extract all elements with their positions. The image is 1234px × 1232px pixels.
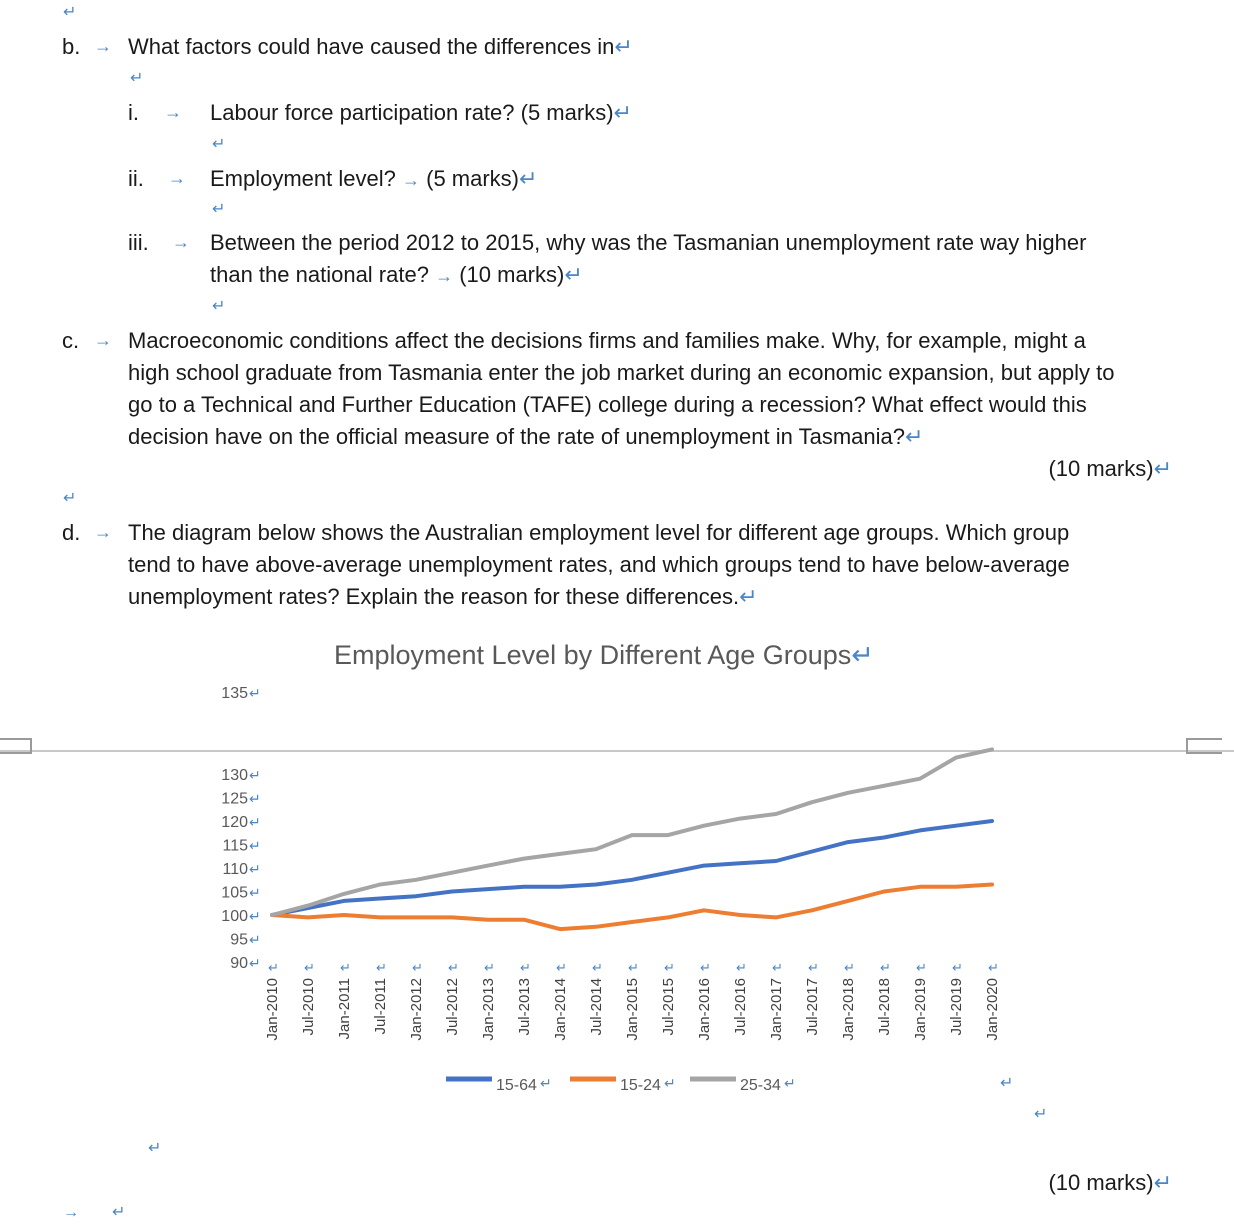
paragraph-mark: ↵ [112,1204,126,1221]
question-c-line4: decision have on the official measure of the rate of unemployment in Tasmania?↵ [128,424,924,449]
x-tick-label: Jan-2013 [480,978,497,1041]
x-tick-label: Jul-2017 [804,978,821,1036]
tab-arrow: → [168,168,186,188]
paragraph-mark: ↵ [249,955,261,971]
paragraph-mark: ↵ [376,960,387,975]
paragraph-mark: ↵ [340,960,351,975]
tab-arrow: → [172,232,190,252]
item-iii-line1: Between the period 2012 to 2015, why was the Tasmanian unemployment rate way higher [210,230,1087,255]
item-iii-line2: than the national rate? → (10 marks)↵ [210,262,583,287]
y-tick-label: 125 [221,790,248,808]
paragraph-mark: ↵ [249,861,261,877]
paragraph-mark: ↵ [664,1075,676,1091]
paragraph-mark: ↵ [736,960,747,975]
tab-arrow: → [94,36,112,56]
x-tick-label: Jan-2016 [696,978,713,1041]
paragraph-mark: ↵ [249,814,261,830]
question-d-letter: d. [62,520,81,545]
paragraph-mark: ↵ [784,1075,796,1091]
y-tick-label: 105 [221,884,248,902]
paragraph-mark: ↵ [628,960,639,975]
question-c-line2: high school graduate from Tasmania enter the job market during an economic expansion, but apply to [128,360,1115,385]
y-tick-label: 90 [230,955,248,972]
question-c-line1: Macroeconomic conditions affect the decisions firms and families make. Why, for example, might a [128,328,1086,353]
question-d-marks: (10 marks)↵ [1048,1170,1172,1195]
paragraph-mark: ↵ [249,908,261,924]
paragraph-mark: ↵ [249,790,261,807]
paragraph-mark: ↵ [880,960,891,975]
x-tick-label: Jul-2019 [948,978,965,1036]
x-tick-label: Jul-2015 [660,978,677,1036]
question-d-line3: unemployment rates? Explain the reason for these differences.↵ [128,584,758,609]
question-b-letter: b. [62,34,81,59]
paragraph-mark: ↵ [916,960,927,975]
y-tick-label: 120 [221,814,248,831]
x-tick-label: Jan-2020 [984,978,1001,1041]
y-tick-label: 95 [230,931,248,949]
y-tick-label: 115 [222,837,248,855]
paragraph-mark: ↵ [520,960,531,975]
paragraph-mark: ↵ [540,1075,552,1091]
paragraph-mark: ↵ [63,490,77,507]
x-tick-label: Jul-2013 [516,978,533,1036]
legend-label: 15-64 [496,1077,537,1094]
paragraph-mark: ↵ [664,960,675,975]
x-tick-label: Jul-2016 [732,978,749,1036]
x-tick-label: Jul-2010 [300,978,317,1036]
paragraph-mark: ↵ [844,960,855,975]
paragraph-mark: ↵ [592,960,603,975]
chart-title: Employment Level by Different Age Groups↵ [334,640,874,670]
x-tick-label: Jan-2017 [768,978,785,1041]
x-tick-label: Jan-2012 [408,978,425,1041]
tab-arrow: → [94,522,112,542]
page-corner-marker-right [1186,738,1222,754]
paragraph-mark: ↵ [952,960,963,975]
question-c-line3: go to a Technical and Further Education (TAFE) college during a recession? What effect would this [128,392,1087,417]
paragraph-mark: ↵ [249,685,261,701]
x-tick-label: Jul-2014 [588,978,605,1036]
question-d-line2: tend to have above-average unemployment rates, and which groups tend to have below-average [128,552,1070,577]
question-b-text: What factors could have caused the differences in↵ [128,34,633,59]
item-iii-num: iii. [128,230,149,255]
paragraph-mark: ↵ [772,960,783,975]
paragraph-mark: ↵ [130,70,144,87]
paragraph-mark: ↵ [268,960,279,975]
paragraph-mark: ↵ [63,4,77,21]
x-tick-label: Jan-2010 [264,978,281,1041]
x-tick-label: Jan-2014 [552,978,569,1041]
x-tick-label: Jul-2011 [372,978,389,1035]
y-tick-label: 100 [221,908,248,925]
x-tick-label: Jan-2018 [840,978,857,1041]
series-line-15-64 [272,821,992,915]
tab-arrow: → [94,330,112,350]
question-d-line1: The diagram below shows the Australian employment level for different age groups. Which group [128,520,1070,545]
paragraph-mark: ↵ [556,960,567,975]
item-i-num: i. [128,100,139,125]
y-tick-label: 130 [221,767,248,784]
x-tick-label: Jan-2019 [912,978,929,1041]
paragraph-mark: ↵ [988,960,999,975]
paragraph-mark: ↵ [1034,1106,1048,1123]
paragraph-mark: ↵ [212,201,226,218]
y-tick-label: 135 [221,685,248,702]
page-break-divider [0,750,1234,752]
question-c-marks: (10 marks)↵ [1048,456,1172,481]
paragraph-mark: ↵ [448,960,459,975]
item-ii-num: ii. [128,166,144,191]
x-tick-label: Jan-2015 [624,978,641,1041]
legend-label: 25-34 [740,1077,781,1094]
legend-label: 15-24 [620,1077,661,1094]
series-line-25-34 [272,749,992,915]
question-c-letter: c. [62,328,80,353]
item-i-text: Labour force participation rate? (5 marks)↵ [210,100,632,125]
series-line-15-24 [272,885,992,930]
paragraph-mark: ↵ [700,960,711,975]
paragraph-mark: ↵ [1000,1075,1014,1092]
paragraph-mark: ↵ [808,960,819,975]
paragraph-mark: ↵ [249,931,261,948]
paragraph-mark: ↵ [212,136,226,153]
y-tick-label: 110 [222,861,248,878]
paragraph-mark: → [63,1204,79,1221]
paragraph-mark: ↵ [249,884,261,901]
x-tick-label: Jan-2011 [336,978,353,1040]
paragraph-mark: ↵ [304,960,315,975]
paragraph-mark: ↵ [484,960,495,975]
paragraph-mark: ↵ [249,837,261,854]
paragraph-mark: ↵ [412,960,423,975]
paragraph-mark: ↵ [212,298,226,315]
x-tick-label: Jul-2012 [444,978,461,1036]
tab-arrow: → [164,102,182,122]
page-corner-marker-left [0,738,32,754]
item-ii-text: Employment level? → (5 marks)↵ [210,166,538,191]
paragraph-mark: ↵ [249,767,261,783]
paragraph-mark: ↵ [148,1140,162,1157]
x-tick-label: Jul-2018 [876,978,893,1036]
